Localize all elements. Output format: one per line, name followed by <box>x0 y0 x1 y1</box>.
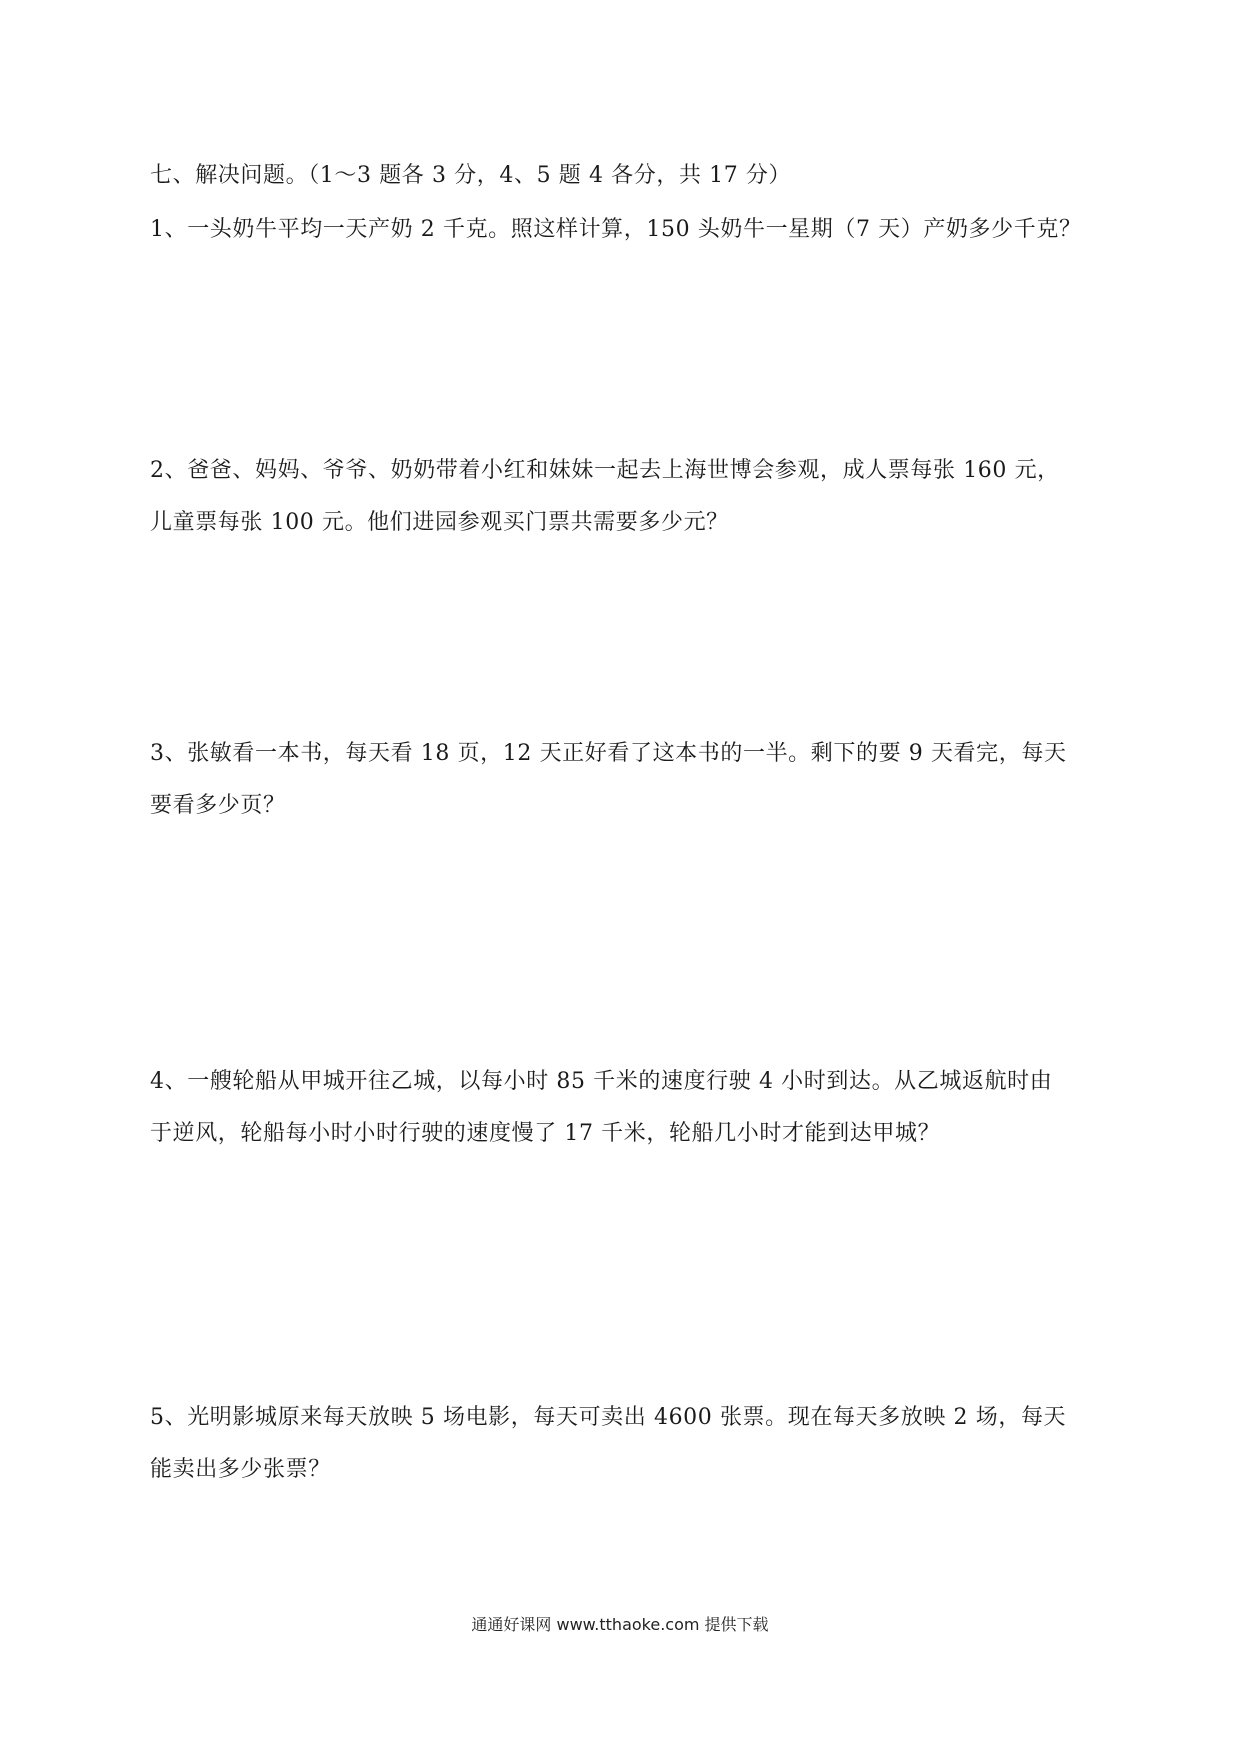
footer-credit: 通通好课网 www.tthaoke.com 提供下载 <box>471 1615 769 1634</box>
problem-text: 5、光明影城原来每天放映 5 场电影，每天可卖出 4600 张票。现在每天多放映 2 场，每天 <box>150 1405 1067 1430</box>
problem-text: 儿童票每张 100 元。他们进园参观买门票共需要多少元？ <box>150 510 729 535</box>
problem-text: 3、张敏看一本书，每天看 18 页，12 天正好看了这本书的一半。剩下的要 9 天看完，每天 <box>150 741 1067 766</box>
problem-text: 4、一艘轮船从甲城开往乙城，以每小时 85 千米的速度行驶 4 小时到达。从乙城返航时由 <box>150 1069 1053 1094</box>
problem-text: 2、爸爸、妈妈、爷爷、奶奶带着小红和妹妹一起去上海世博会参观，成人票每张 160 元， <box>150 458 1060 483</box>
problem-text: 能卖出多少张票？ <box>150 1457 331 1482</box>
problem-text: 1、一头奶牛平均一天产奶 2 千克。照这样计算，150 头奶牛一星期（7 天）产奶多少千克？ <box>150 217 1082 242</box>
problem-text: 要看多少页？ <box>150 793 286 818</box>
section-heading: 七、解决问题。（1～3 题各 3 分，4、5 题 4 各分，共 17 分） <box>150 163 792 188</box>
problem-text: 于逆风，轮船每小时小时行驶的速度慢了 17 千米，轮船几小时才能到达甲城？ <box>150 1121 941 1146</box>
